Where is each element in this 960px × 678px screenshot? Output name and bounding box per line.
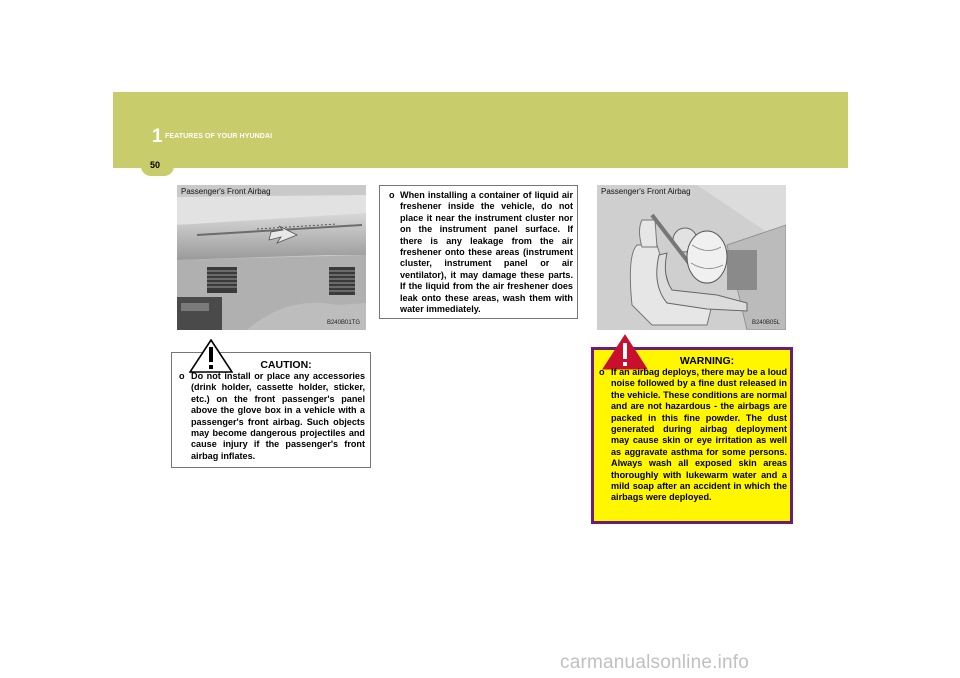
note-bullet: o: [389, 190, 395, 200]
deployed-airbag-illustration: [597, 185, 786, 330]
warning-text: If an airbag deploys, there may be a loud noise followed by a fine dust released in the vehicle. These conditions are normal and are not hazardous - the airbags are packed in this fine powder. The dust generated during airbag deployment may cause skin or eye irritation as well as aggravate asthma for some persons. Always wash all exposed skin areas thoroughly with lukewarm water and a mild soap after an accident in which the airbags were deployed.: [611, 367, 787, 503]
caution-bullet: o: [179, 371, 185, 381]
deployed-airbag-figure: [597, 185, 786, 330]
figure-code: B240B05L: [751, 320, 780, 326]
caution-box: [171, 352, 371, 468]
page-number: 50: [150, 160, 161, 170]
figure-caption: Passenger's Front Airbag: [181, 187, 271, 196]
chapter-number: 1: [152, 126, 163, 147]
dashboard-airbag-figure: [177, 185, 366, 330]
warning-title: WARNING:: [679, 355, 735, 367]
warning-box: [591, 347, 793, 524]
warning-bullet: o: [599, 367, 605, 377]
figure-code: B240B01TG: [326, 320, 360, 326]
header-band: [113, 92, 848, 168]
caution-title: CAUTION:: [260, 359, 312, 371]
watermark: carmanualsonline.info: [560, 652, 750, 673]
chapter-title: FEATURES OF YOUR HYUNDAI: [165, 133, 273, 140]
dashboard-illustration: [177, 185, 366, 330]
note-text: When installing a container of liquid air freshener inside the vehicle, do not place it near the instrument cluster nor on the instrument panel surface. If there is any leakage from the air freshener onto these areas (instrument cluster, instrument panel or air ventilator), it may damage these parts. If the liquid from the air freshener does leak onto these areas, wash them with water immediately.: [400, 190, 573, 315]
caution-text: Do not install or place any accessories (drink holder, cassette holder, sticker, etc.) on the front passenger's panel above the glove box in a vehicle with a passenger's front airbag. Such objects may become dangerous projectiles and cause injury if the passenger's front airbag inflates.: [191, 371, 365, 461]
figure-caption: Passenger's Front Airbag: [601, 187, 691, 196]
air-freshener-note-box: [379, 185, 578, 319]
